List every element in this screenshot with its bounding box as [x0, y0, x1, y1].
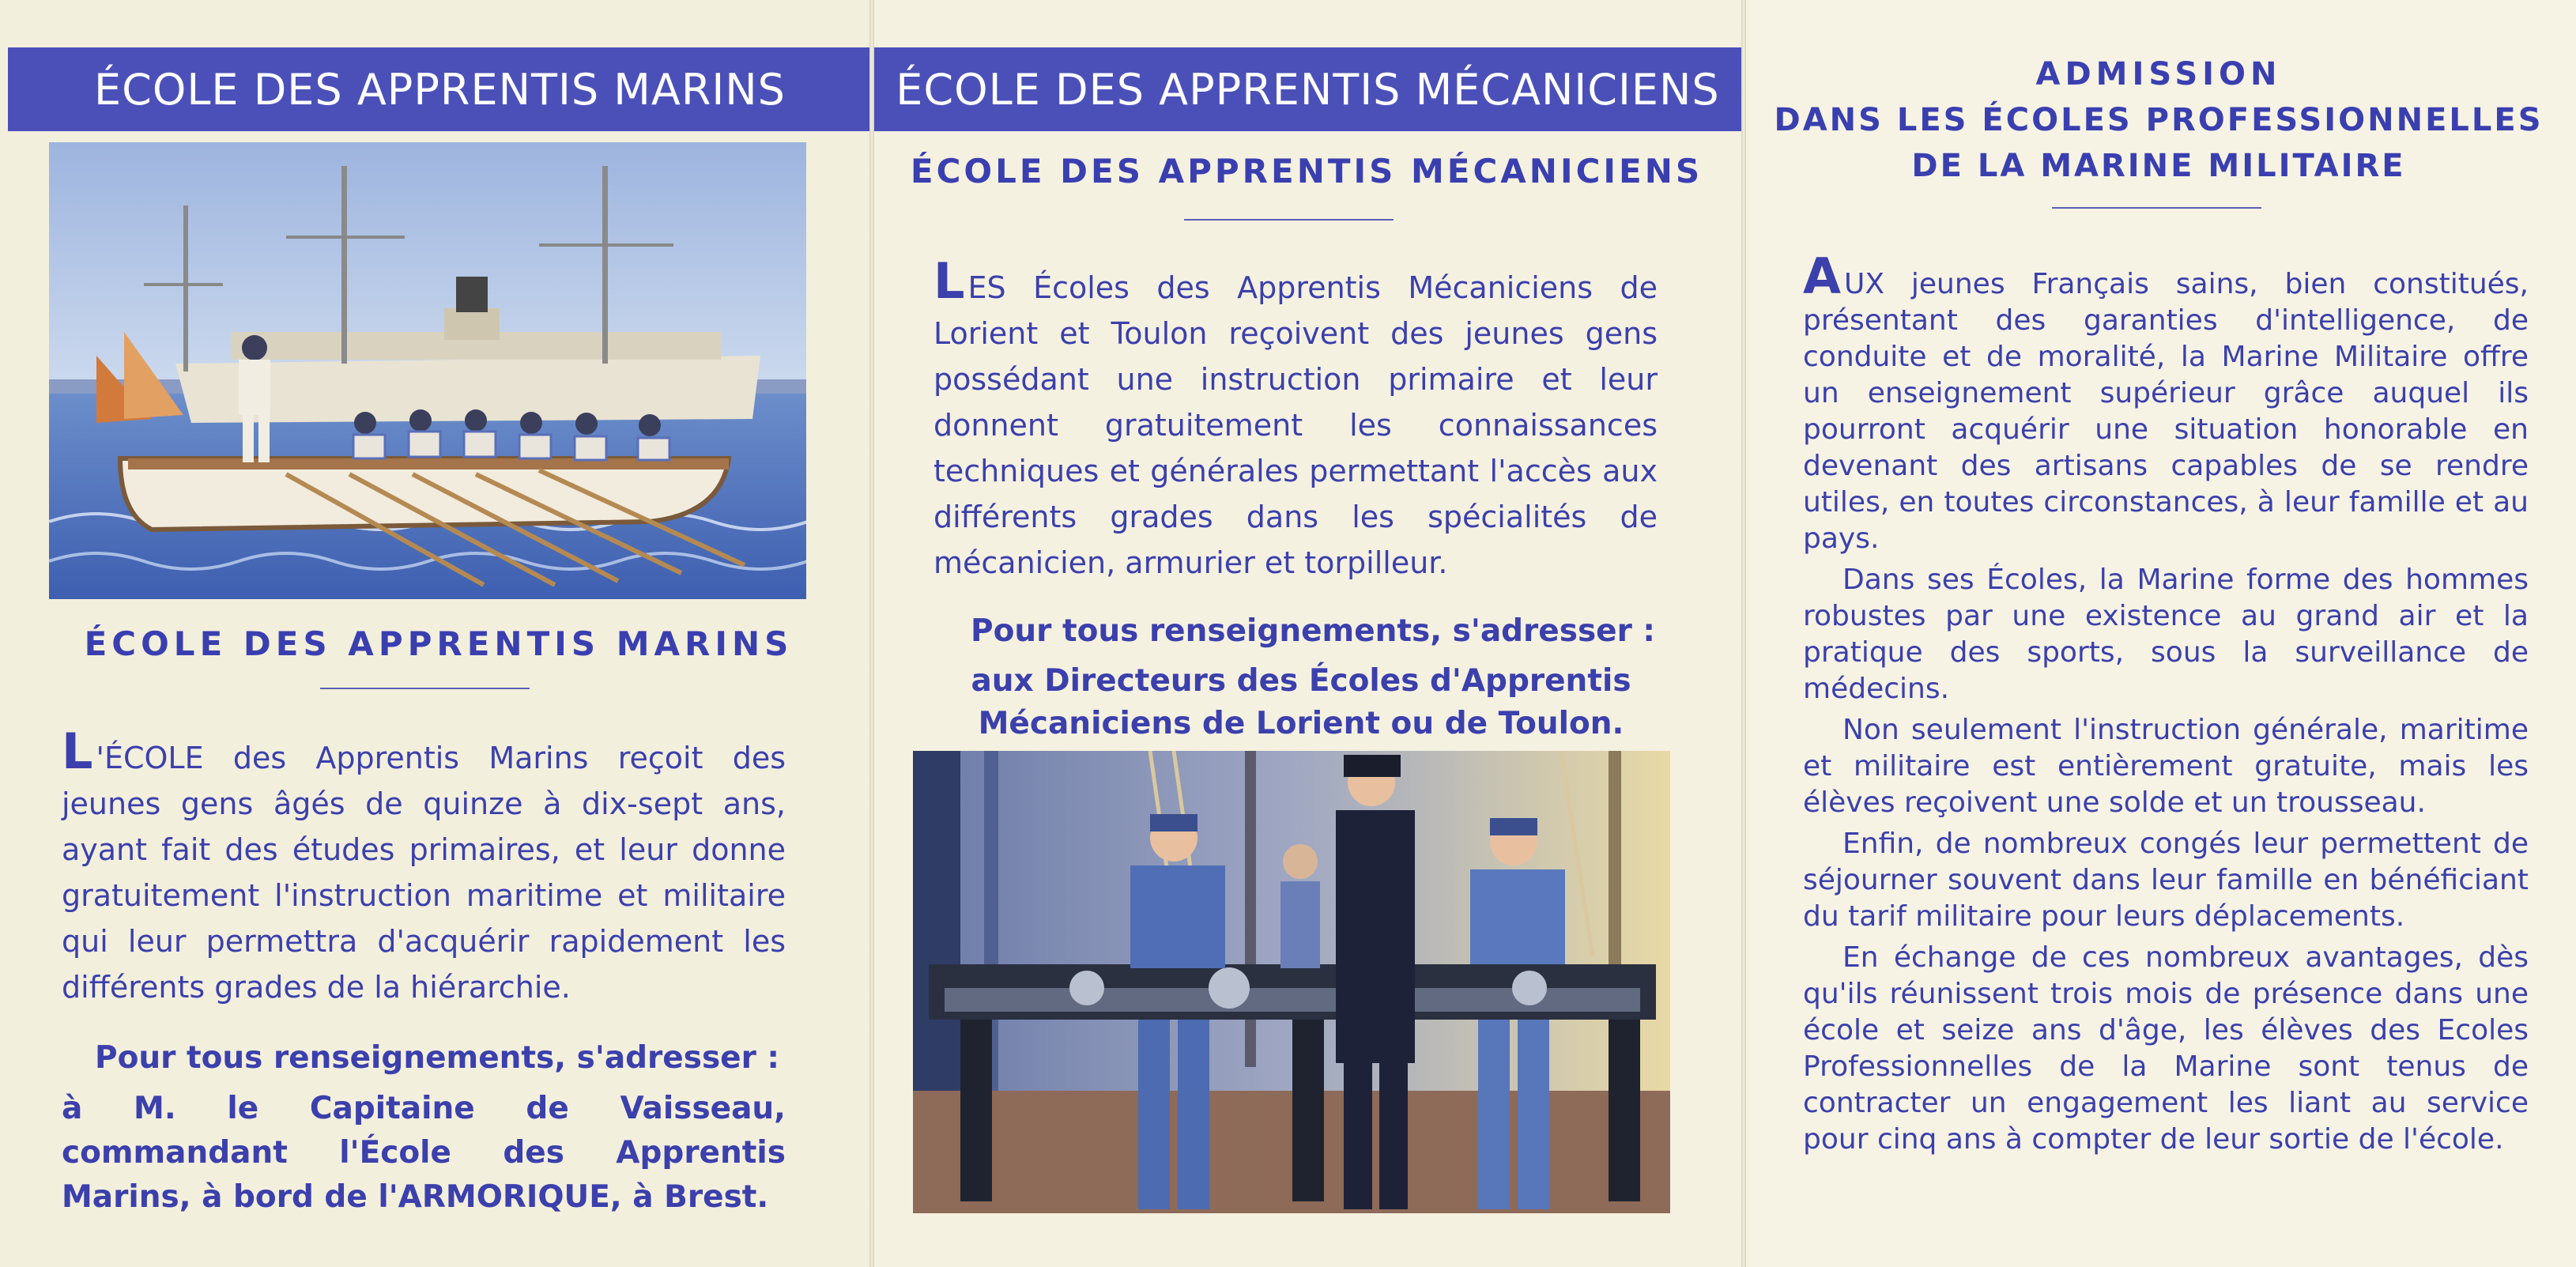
p1-first-line: UX jeunes Français sains, bien constitués,: [1843, 268, 2529, 300]
heading-admission: [1759, 51, 2558, 189]
intro-paragraph-mecaniciens: [933, 252, 1658, 586]
band-title-mecaniciens: ÉCOLE DES APPRENTIS MÉCANICIENS: [872, 47, 1744, 131]
contact-address-marins: à M. le Capitaine de Vaisseau, commandant l'École des Apprentis Marins, à bord de l'ARMORIQUE, à Brest.: [62, 1091, 786, 1215]
intro-first-line: 'ÉCOLE des Apprentis Marins reçoit des jeunes: [62, 741, 786, 821]
paragraph-3: Non seulement l'instruction générale, maritime et militaire est entièrement gratuite, mais les élèves reçoivent une solde et un trousseau.: [1803, 714, 2529, 819]
heading-rule: [1184, 219, 1394, 221]
panel-apprentis-marins: [0, 0, 872, 1267]
heading-marins: ÉCOLE DES APPRENTIS MARINS: [84, 624, 794, 663]
fold-line-left: [869, 0, 874, 1267]
paragraph-4: Enfin, de nombreux congés leur permettent de séjourner souvent dans leur famille en bénéficiant du tarif militaire pour leurs déplacements.: [1803, 828, 2529, 933]
drop-cap: A: [1803, 247, 1841, 305]
fold-line-right: [1741, 0, 1746, 1267]
p1-text: présentant des garanties d'intelligence, de conduite et de moralité, la Marine Militaire offre un enseignement supérieur grâce auquel ils pourront acquérir une situation honorable en devenant des artisans capables de se rendre utiles, en toutes circonstances, à leur famille et au pays.: [1803, 304, 2529, 555]
workshop-illustration: [913, 751, 1670, 1213]
panel-admission: [1744, 0, 2576, 1267]
contact-label-mecaniciens: Pour tous renseignements, s'adresser :: [971, 613, 1656, 649]
heading-line-2: DANS LES ÉCOLES PROFESSIONNELLES: [1774, 102, 2544, 138]
contact-label-marins: Pour tous renseignements, s'adresser :: [95, 1040, 780, 1076]
paragraph-5: En échange de ces nombreux avantages, dès qu'ils réunissent trois mois de présence dans une école et seize ans d'âge, les élèves des Ecoles Professionnelles de la Marine sont tenus de contracter un engagement les liant au service pour cinq ans à compter de leur sortie de l'école.: [1803, 941, 2529, 1156]
intro-first-line: ES Écoles des Apprentis Mécaniciens de: [967, 270, 1658, 305]
panel-apprentis-mecaniciens: [872, 0, 1744, 1267]
heading-rule: [320, 688, 530, 689]
heading-line-3: DE LA MARINE MILITAIRE: [1911, 148, 2406, 184]
admission-body: [1803, 247, 2529, 1158]
drop-cap: L: [933, 252, 965, 310]
intro-text: gens âgés de quinze à dix-sept ans, ayant fait des études primaires, et leur donne gratuitement l'instruction maritime et militaire qui leur permettra d'acquérir rapidement les différents grades de la hiérarchie.: [62, 786, 786, 1005]
intro-text: Lorient et Toulon reçoivent des jeunes gens possédant une instruction primaire et leur donnent gratuitement les connaissances techniques et générales permettant l'accès aux différents grades dans les spécialités de mécanicien, armurier et torpilleur.: [933, 316, 1658, 580]
heading-rule: [2052, 207, 2261, 209]
drop-cap: L: [62, 722, 93, 780]
intro-paragraph-marins: [62, 722, 786, 1010]
contact-address-mecaniciens: aux Directeurs des Écoles d'Apprentis Mécaniciens de Lorient ou de Toulon.: [971, 663, 1631, 741]
paragraph-2: Dans ses Écoles, la Marine forme des hommes robustes par une existence au grand air et la pratique des sports, sous la surveillance de médecins.: [1803, 564, 2529, 705]
rowing-boat-illustration: [49, 142, 806, 599]
band-title-marins: ÉCOLE DES APPRENTIS MARINS: [8, 47, 872, 131]
paragraph-1: [1803, 247, 2529, 557]
heading-line-1: ADMISSION: [2035, 56, 2282, 92]
heading-mecaniciens: ÉCOLE DES APPRENTIS MÉCANICIENS: [910, 152, 1703, 190]
